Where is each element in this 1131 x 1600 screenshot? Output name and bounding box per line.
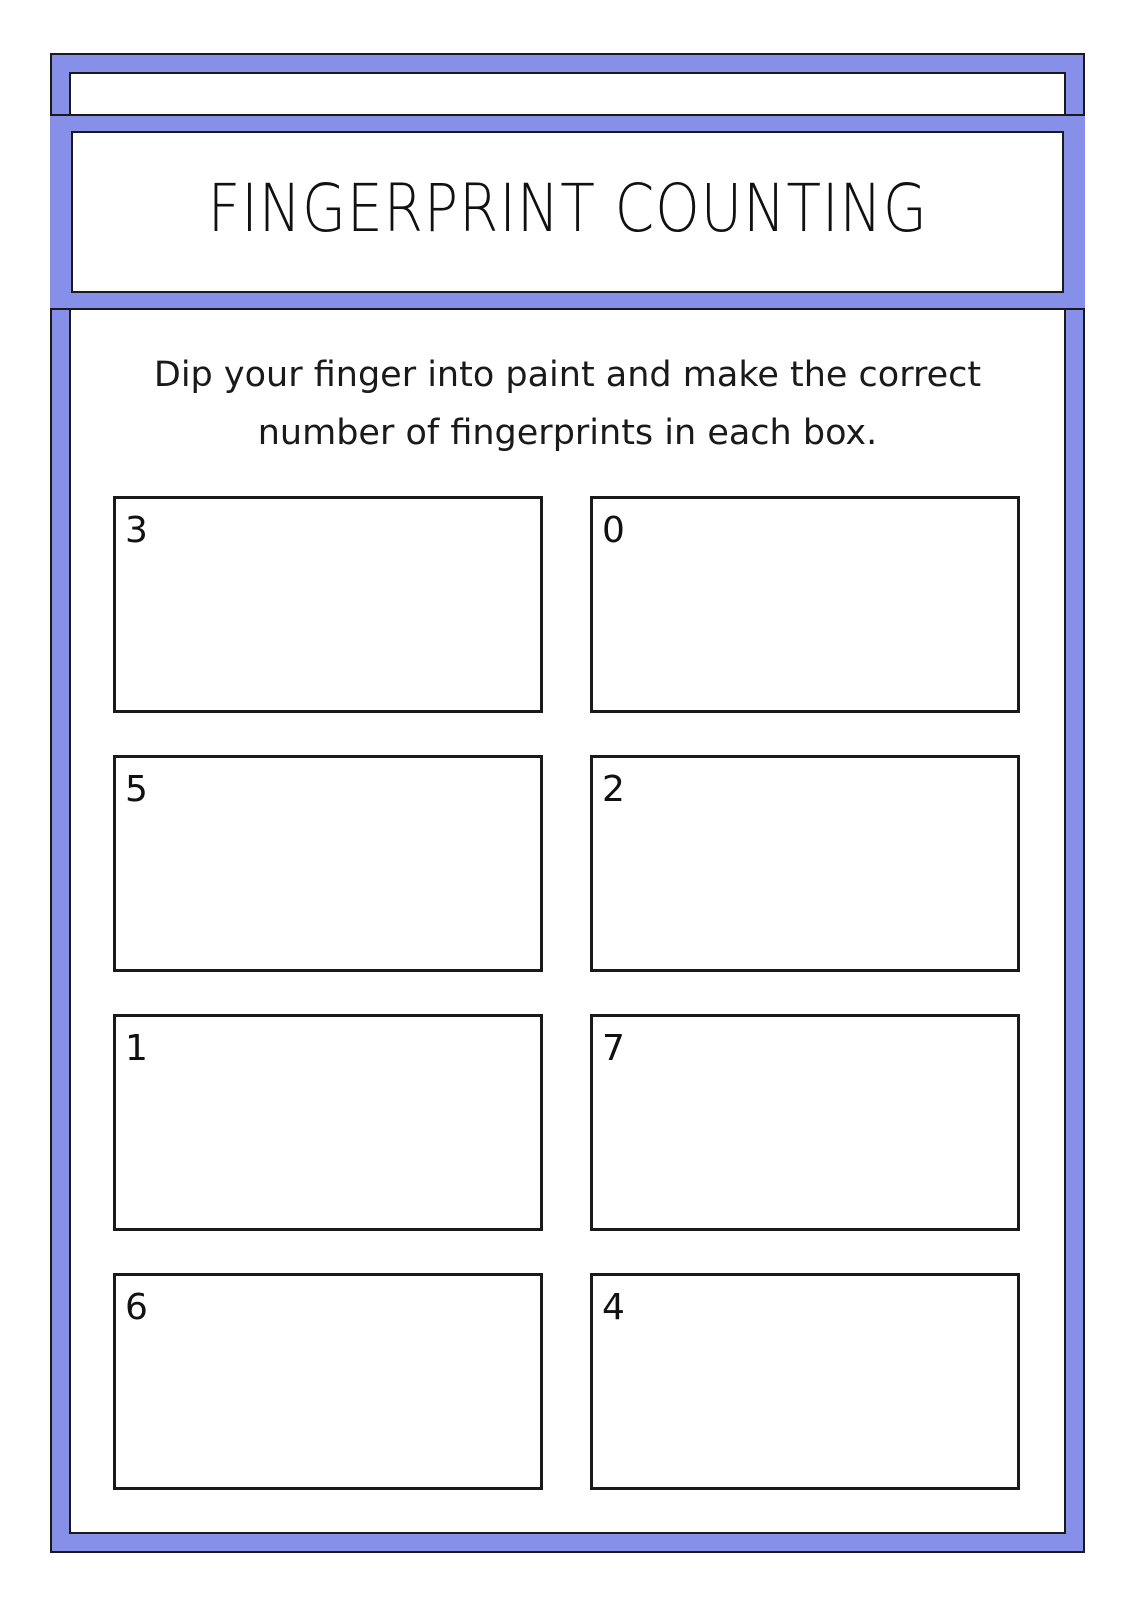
title-box [71,131,1064,293]
count-box-2[interactable] [590,496,1020,713]
count-box-number: 6 [125,1287,148,1328]
count-box-number: 4 [602,1287,625,1328]
instructions [90,346,1045,462]
count-box-1[interactable] [113,496,543,713]
count-box-5[interactable] [113,1014,543,1231]
count-box-number: 0 [602,510,625,551]
worksheet-title: FINGERPRINT COUNTING [207,169,928,247]
count-box-7[interactable] [113,1273,543,1490]
count-box-number: 2 [602,769,625,810]
count-box-number: 5 [125,769,148,810]
instructions-line-2: number of fingerprints in each box. [257,413,878,453]
count-box-number: 1 [125,1028,148,1069]
count-box-4[interactable] [590,755,1020,972]
count-box-6[interactable] [590,1014,1020,1231]
count-box-3[interactable] [113,755,543,972]
instructions-line-1: Dip your finger into paint and make the correct [153,355,982,395]
count-box-number: 3 [125,510,148,551]
count-box-8[interactable] [590,1273,1020,1490]
count-box-number: 7 [602,1028,625,1069]
